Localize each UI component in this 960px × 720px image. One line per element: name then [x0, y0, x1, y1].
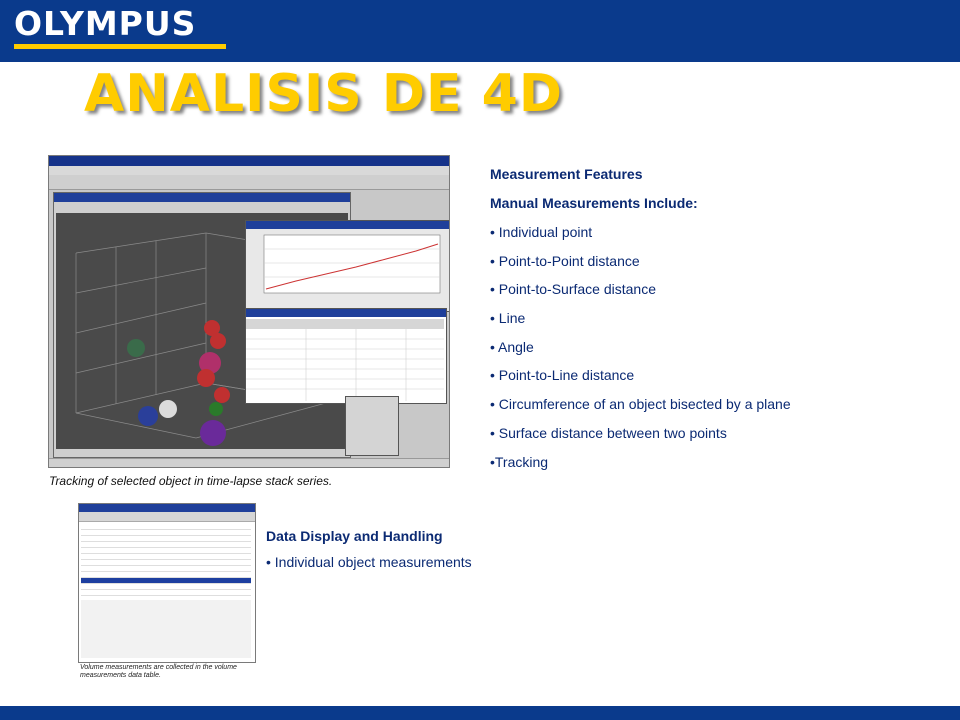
feature-item: • Point-to-Surface distance: [490, 281, 656, 298]
logo-underline: [14, 44, 226, 49]
feature-item: • Line: [490, 310, 526, 327]
feature-item: • Circumference of an object bisected by a plane: [490, 396, 791, 413]
app-menubar: [49, 166, 449, 175]
software-screenshot: [48, 155, 450, 468]
feature-item: • Surface distance between two points: [490, 424, 727, 441]
feature-item: • Individual point: [490, 224, 593, 240]
screenshot-caption: Tracking of selected object in time-lapse stack series.: [49, 474, 333, 488]
slide-title: ANALISIS DE 4D: [84, 64, 563, 124]
data-table-summary: [81, 600, 251, 658]
playback-window: [345, 396, 399, 456]
features-subheading: Manual Measurements Include:: [490, 195, 698, 211]
data-table-screenshot: [78, 503, 256, 663]
olympus-logo: OLYMPUS: [14, 4, 197, 43]
features-heading: Measurement Features: [490, 166, 643, 182]
feature-item: •Tracking: [490, 453, 549, 470]
app-statusbar: [49, 458, 449, 467]
data-display-item: • Individual object measurements: [266, 554, 472, 570]
header-bar: [0, 0, 960, 62]
measurement-features: [490, 166, 910, 482]
app-titlebar: [49, 156, 449, 166]
app-toolbar: [49, 175, 449, 190]
feature-item: • Point-to-Point distance: [490, 252, 640, 269]
graph-window: [245, 220, 450, 312]
data-display-heading: Data Display and Handling: [266, 528, 443, 544]
footer-bar: [0, 706, 960, 720]
data-table-caption: Volume measurements are collected in the volume measurements data table.: [80, 664, 237, 679]
feature-item: • Point-to-Line distance: [490, 367, 635, 384]
data-display-section: [266, 528, 472, 570]
feature-item: • Angle: [490, 338, 534, 355]
table-window: [245, 308, 447, 404]
